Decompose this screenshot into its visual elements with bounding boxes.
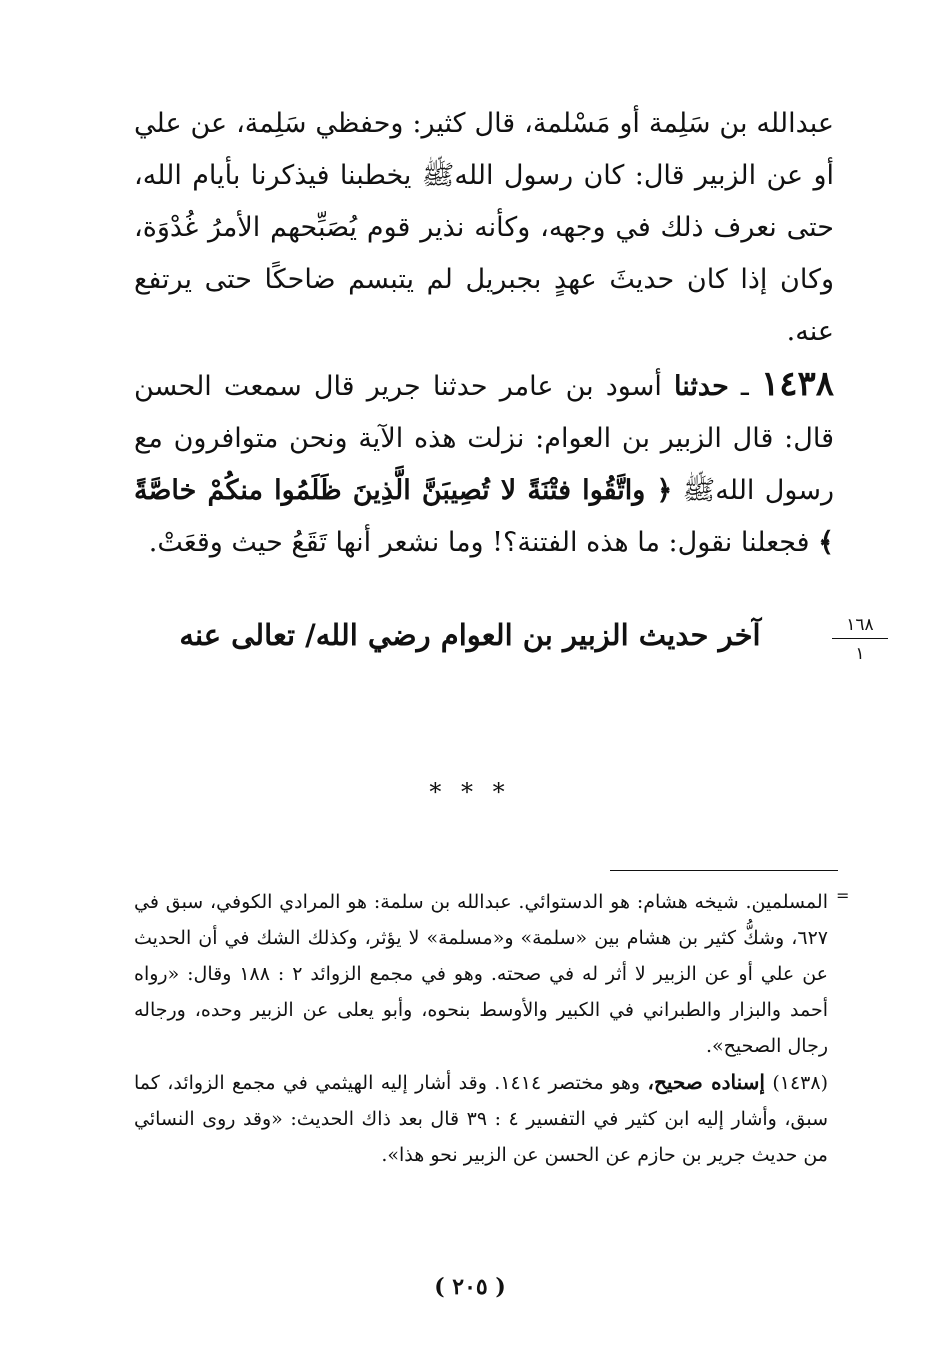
footnote-1438 [134, 1064, 828, 1173]
continuation-mark: = [836, 886, 850, 905]
hadith-text-part-1: أسود بن عامر حدثنا جرير قال سمعت الحسن قال: قال الزبير بن العوام: نزلت هذه الآية ونحن متوافرون مع رسول اللهﷺ [134, 371, 834, 506]
footnote-continued: المسلمين. شيخه هشام: هو الدستوائي. عبدالله بن سلمة: هو المرادي الكوفي، سبق في ٦٢٧، وشكُّ كثير بن هشام بين «سلمة» و«مسلمة» لا يؤثر، وكذلك الشك في أن الحديث عن علي أو عن الزبير لا أثر له في صحته. وهو في مجمع الزوائد ٢ : ١٨٨ وقال: «رواه أحمد والبزار والطبراني في الكبير والأوسط بنحوه، وأبو يعلى عن الزبير وحده، ورجاله رجال الصحيح». [134, 891, 828, 1057]
hadith-lead-word: حدثنا [674, 371, 729, 402]
separator-stars: * * * [429, 778, 511, 806]
footnote-verdict: إسناده صحيح، [647, 1070, 765, 1094]
footnote-divider [610, 870, 838, 871]
footnote-number: (١٤٣٨) [772, 1072, 828, 1094]
main-text [134, 98, 834, 569]
margin-reference [832, 614, 888, 665]
footnote-text: وهو مختصر ١٤١٤. وقد أشار إليه الهيثمي في مجمع الزوائد، كما سبق، وأشار إليه ابن كثير في التفسير ٤ : ٣٩ قال بعد ذاك الحديث: «وقد روى النسائي من حديث جرير بن حازم عن الحسن عن الزبير نحو هذا». [134, 1072, 828, 1166]
hadith-number: ١٤٣٨ [760, 364, 835, 404]
hadith-separator: ـ [728, 371, 761, 402]
quran-verse: ﴿ واتَّقُوا فتْنَةً لا تُصِيبَنَّ الَّذِينَ ظَلَمُوا منكُمْ خاصَّةً ﴾ [134, 475, 834, 558]
margin-part: ١ [855, 644, 865, 664]
paragraph-continuation: عبدالله بن سَلِمة أو مَسْلمة، قال كثير: وحفظي سَلِمة، عن علي أو عن الزبير قال: كان رسول اللهﷺ يخطبنا فيذكرنا بأيام الله، حتى نعرف ذلك في وجهه، وكأنه نذير قوم يُصَبِّحهم الأمرُ غُدْوَة، وكان إذا كان حديثَ عهدٍ بجبريل لم يتبسم ضاحكًا حتى يرتفع عنه. [134, 108, 834, 347]
section-heading: آخر حديث الزبير بن العوام رضي الله/ تعالى عنه [179, 618, 761, 652]
hadith-text-part-2: فجعلنا نقول: ما هذه الفتنة؟! وما نشعر أنها تَقَعُ حيث وقعَتْ. [148, 527, 819, 558]
footnotes [134, 884, 828, 1173]
page-number: ( ٢٠٥ ) [434, 1274, 506, 1300]
hadith-1438 [134, 358, 834, 569]
margin-volume-page: ١٦٨ [832, 614, 888, 639]
